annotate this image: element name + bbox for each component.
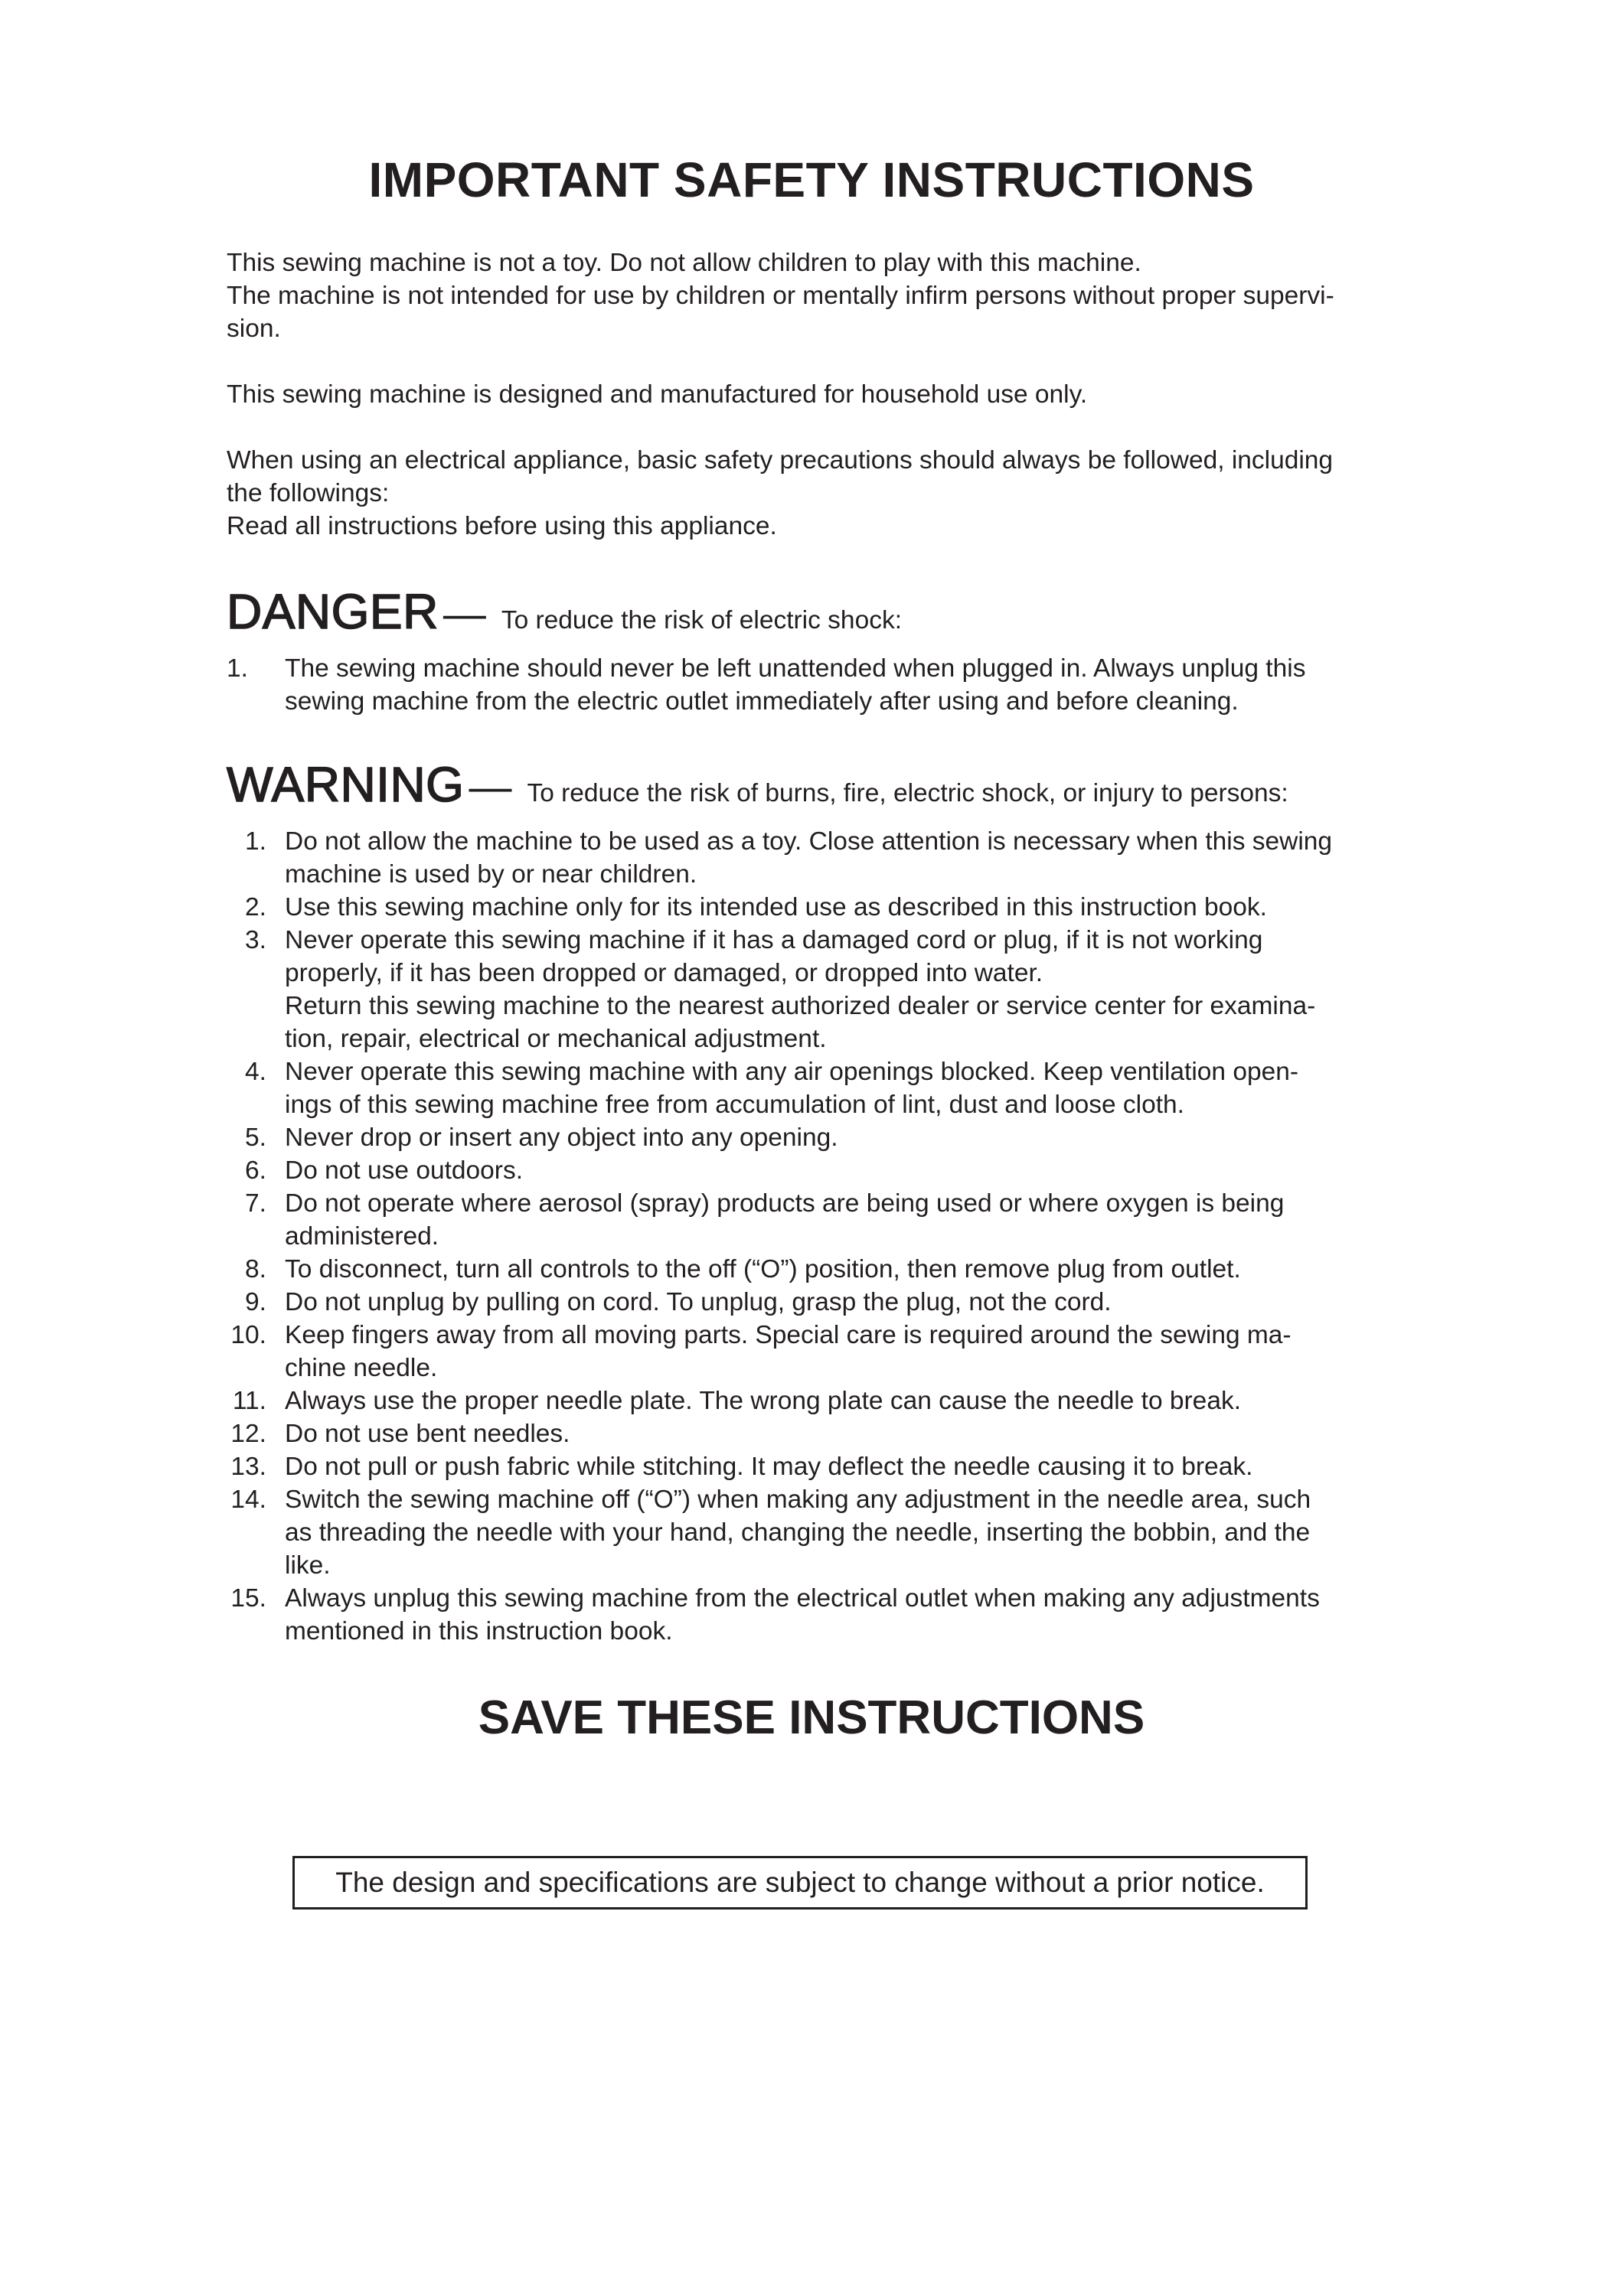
- list-item: [227, 1154, 1429, 1187]
- notice-box: The design and specifications are subject to change without a prior notice.: [292, 1856, 1308, 1910]
- item-text: Switch the sewing machine off (“O”) when making any adjustment in the needle area, such as threading the needle with your hand, changing the needle, inserting the bobbin, and the like.: [285, 1486, 1311, 1580]
- save-instructions-heading: SAVE THESE INSTRUCTIONS: [478, 1691, 1145, 1744]
- warning-heading: [227, 756, 1288, 813]
- item-text: Always unplug this sewing machine from the electrical outlet when making any adjustments mentioned in this instruction book.: [285, 1584, 1320, 1645]
- item-text: Always use the proper needle plate. The wrong plate can cause the needle to break.: [285, 1387, 1242, 1415]
- list-item: [227, 891, 1429, 924]
- page-title: IMPORTANT SAFETY INSTRUCTIONS: [368, 152, 1255, 207]
- list-item: [227, 825, 1429, 891]
- warning-dash: —: [469, 762, 512, 810]
- danger-label: DANGER: [227, 584, 439, 639]
- list-item: [227, 1582, 1429, 1648]
- danger-list: [227, 652, 1429, 718]
- item-number: 2.: [245, 893, 266, 921]
- list-item: [227, 1187, 1429, 1253]
- item-number: 10.: [230, 1321, 266, 1349]
- item-number: 6.: [245, 1156, 266, 1185]
- list-item: [227, 1319, 1429, 1384]
- intro-paragraph-precautions: When using an electrical appliance, basic safety precautions should always be followed, including the followings: Read all instructions before using this appliance.: [227, 446, 1334, 540]
- intro-paragraph-toy: This sewing machine is not a toy. Do not allow children to play with this machine. The machine is not intended for use by children or mentally infirm persons without proper supervi- sion.: [227, 249, 1334, 343]
- list-item: [227, 1253, 1429, 1286]
- item-number: 7.: [245, 1189, 266, 1218]
- item-text: Never drop or insert any object into any opening.: [285, 1124, 838, 1152]
- item-number: 15.: [230, 1584, 266, 1613]
- item-number: 3.: [245, 926, 266, 954]
- item-number: 1.: [245, 827, 266, 856]
- item-text: Do not unplug by pulling on cord. To unplug, grasp the plug, not the cord.: [285, 1288, 1112, 1316]
- item-number: 4.: [245, 1058, 266, 1086]
- list-item: [227, 652, 1429, 718]
- item-text: Do not pull or push fabric while stitching. It may deflect the needle causing it to break.: [285, 1453, 1253, 1481]
- item-number: 13.: [230, 1453, 266, 1481]
- intro-section: [227, 246, 1421, 576]
- danger-dash: —: [442, 589, 486, 638]
- item-number: 8.: [245, 1255, 266, 1283]
- list-item: [227, 1450, 1429, 1483]
- danger-description: To reduce the risk of electric shock:: [501, 606, 903, 634]
- list-item: [227, 924, 1429, 1055]
- item-text: Do not use bent needles.: [285, 1420, 570, 1448]
- warning-label: WARNING: [227, 757, 465, 812]
- item-text: The sewing machine should never be left unattended when plugged in. Always unplug this sewing machine from the electric outlet immediately after using and before cleaning.: [285, 654, 1306, 716]
- item-number: 5.: [245, 1124, 266, 1152]
- item-number: 11.: [232, 1387, 266, 1415]
- item-number: 9.: [245, 1288, 266, 1316]
- list-item: [227, 1384, 1429, 1417]
- item-text: Do not use outdoors.: [285, 1156, 524, 1185]
- intro-paragraph-household: This sewing machine is designed and manufactured for household use only.: [227, 380, 1088, 409]
- list-item: [227, 1121, 1429, 1154]
- item-number: 1.: [227, 654, 248, 683]
- list-item: [227, 1286, 1429, 1319]
- warning-list: [227, 825, 1429, 1648]
- list-item: [227, 1055, 1429, 1121]
- item-text: Never operate this sewing machine if it has a damaged cord or plug, if it is not working properly, if it has been dropped or damaged, or dropped into water. Return this sewing machine to the nearest authorized dealer or service center for examina- tion, repair, electrical or mechanical adjustment.: [285, 926, 1316, 1053]
- item-number: 14.: [230, 1486, 266, 1514]
- item-text: Use this sewing machine only for its intended use as described in this instruction book.: [285, 893, 1267, 921]
- item-text: To disconnect, turn all controls to the off (“O”) position, then remove plug from outlet.: [285, 1255, 1241, 1283]
- list-item: [227, 1483, 1429, 1582]
- item-number: 12.: [230, 1420, 266, 1448]
- item-text: Never operate this sewing machine with any air openings blocked. Keep ventilation open- ings of this sewing machine free from accumulation of lint, dust and loose cloth.: [285, 1058, 1299, 1119]
- warning-description: To reduce the risk of burns, fire, electric shock, or injury to persons:: [527, 779, 1288, 807]
- item-text: Do not allow the machine to be used as a toy. Close attention is necessary when this sewing machine is used by or near children.: [285, 827, 1333, 889]
- item-text: Keep fingers away from all moving parts. Special care is required around the sewing ma- chine needle.: [285, 1321, 1292, 1382]
- list-item: [227, 1417, 1429, 1450]
- item-text: Do not operate where aerosol (spray) products are being used or where oxygen is being administered.: [285, 1189, 1285, 1251]
- danger-heading: [227, 583, 902, 640]
